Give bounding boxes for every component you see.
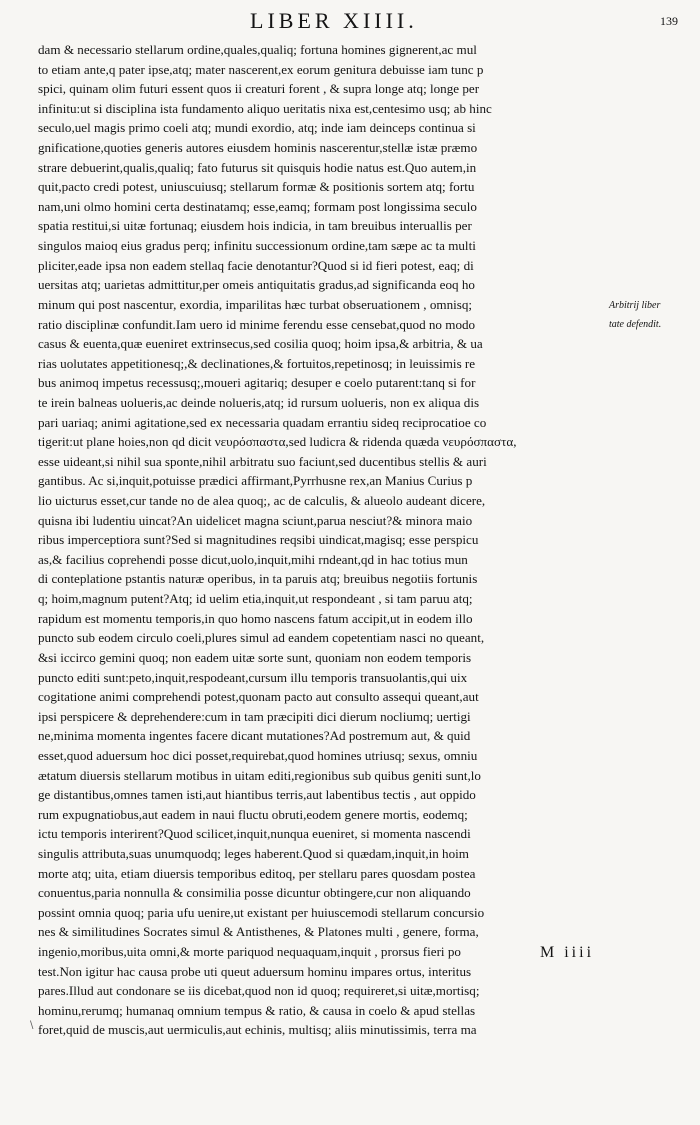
- text-line: ingenio,moribus,uita omni,& morte pariquod nequaquam,inquit , prorsus fieri po: [38, 944, 461, 960]
- text-line: singulis attributa,suas unumquodq; leges haberent.Quod si quædam,inquit,in hoim: [38, 845, 469, 861]
- text-line: ætatum diuersis stellarum motibus in uitam editi,regionibus sub quibus geniti sunt,lo: [38, 767, 481, 783]
- text-line: ne,minima momenta ingentes facere dicant mutationes?Ad postremum aut, & quid: [38, 728, 471, 744]
- text-line: pliciter,eade ipsa non eadem stellaq facie denotantur?Quod si id fieri potest, eaq; di: [38, 257, 474, 273]
- text-line: esse uideant,si nihil sua sponte,nihil arbitratu suo faciunt,sed ducentibus stellis & auri: [38, 453, 487, 469]
- text-line: &si iccirco gemini quoq; non eadem uitæ sorte sunt, quoniam non eodem temporis: [38, 649, 472, 665]
- text-line: quisna ibi ludentiu uincat?An uidelicet magna sciunt,parua nesciut?& minora maio: [38, 512, 473, 528]
- text-line: esset,quod aduersum hoc dici posset,requirebat,quod homines utriusq; sexus, omniu: [38, 747, 478, 763]
- text-line: ribus imperceptiora sunt?Sed si magnitudines reqsibi uindicat,magisq; esse perspicu: [38, 532, 479, 548]
- text-line: ge distantibus,omnes tamen isti,aut hiantibus terris,aut labentibus tectis , aut oppido: [38, 787, 476, 803]
- main-text-column: [38, 40, 618, 1040]
- text-line: puncto sub eodem circulo coeli,plures simul ad eandem copetentiam nasci no queant,: [38, 630, 485, 646]
- text-line: lio uicturus esset,cur tande no de alea quoq;, ac de calculis, & alueolo audeant dicere,: [38, 493, 486, 509]
- text-line: di conteplatione pstantis naturæ operibus, in ta paruis atq; breuibus negotiis fortunis: [38, 571, 478, 587]
- text-line: possint omnia quoq; paria ufu uenire,ut existant per huiuscemodi stellarum concursio: [38, 904, 485, 920]
- text-line: pari uariaq; animi agitatione,sed ex necessaria quadam errantiu sideq reciprocatioe co: [38, 414, 487, 430]
- text-line: gantibus. Ac si,inquit,potuisse prædici affirmant,Pyrrhusne rex,an Manius Curius p: [38, 473, 473, 489]
- text-line: spatia restitui,si uitæ fortunaq; eiusdem hois indicia, in tam breuibus interuallis per: [38, 218, 472, 234]
- text-line: casus & euenta,quæ eueniret extrinsecus,sed cosilia quoq; hoim ipsa,& arbitria, & ua: [38, 336, 483, 352]
- margin-note-line: tate defendit.: [609, 319, 662, 330]
- text-line: nes & similitudines Socrates simul & Antisthenes, & Platones multi , genere, forma,: [38, 924, 479, 940]
- text-line: quit,pacto credi potest, uniuscuiusq; stellarum formæ & positionis sortem atq; fortu: [38, 179, 475, 195]
- text-line: infinitu:ut si disciplina ista fundamento aliquo ueritatis nixa est,centesimo usq; ab hinc: [38, 100, 492, 116]
- text-line: ratio disciplinæ confundit.Iam uero id minime ferendu esse censebat,quod no modo: [38, 316, 476, 332]
- running-head: LIBER XIIII.: [250, 8, 418, 33]
- text-line: foret,quid de muscis,aut uermiculis,aut echinis, multisq; aliis minutissimis, terra ma: [38, 1022, 477, 1038]
- text-line: rapidum est momentu temporis,in quo homo nascens fatum accipit,ut in eodem illo: [38, 610, 473, 626]
- text-line: tigerit:ut plane hoies,non qd dicit νευρόσπαστα,sed ludicra & ridenda quæda νευρόσπαστα,: [38, 434, 517, 450]
- text-line: ictu temporis interirent?Quod scilicet,inquit,nunqua eueniret, si momenta nascendi: [38, 826, 471, 842]
- text-line: hominu,rerumq; humanaq omnium tempus & ratio, & causa in coelo & apud stellas: [38, 1002, 476, 1018]
- text-line: uersitas atq; uarietas admittitur,per omeis antiquitatis gradus,ad significanda eoq ho: [38, 277, 475, 293]
- folio-number: 139: [660, 14, 678, 28]
- margin-note-line: Arbitrij liber: [609, 300, 661, 311]
- text-line: seculo,uel magis primo coeli atq; mundi exordio, atq; inde iam deinceps continua si: [38, 120, 476, 136]
- text-line: puncto editi sunt:peto,inquit,respodeant,cursum illu temporis transuolantis,qui uix: [38, 669, 468, 685]
- text-line: cogitatione animi comprehendi potest,quonam pacto aut consulto assequi queant,aut: [38, 689, 479, 705]
- text-line: pares.Illud aut condonare se iis dicebat,quod non id quoq; requireret,si uitæ,mortisq;: [38, 983, 480, 999]
- text-line: spici, quinam olim futuri essent quos ii creaturi forent , & supra longe atq; longe per: [38, 81, 480, 97]
- text-line: morte atq; uita, etiam diuersis temporibus editoq, per stellaru pares quosdam postea: [38, 865, 476, 881]
- text-line: nam,uni olmo homini certa destinatamq; esse,eamq; formam post longissima seculo: [38, 198, 477, 214]
- text-line: test.Non igitur hac causa probe uti queut aduersum hominu impares ortus, interitus: [38, 963, 472, 979]
- text-line: gnificatione,quoties generis autores eiusdem hominis nascerentur,stellæ istæ præmo: [38, 140, 478, 156]
- stray-mark: \: [30, 1020, 34, 1031]
- text-line: te irein balneas uolueris,ac deinde nolueris,atq; id rursum uolueris, non ex aliqua dis: [38, 394, 480, 410]
- text-line: ipsi perspicere & deprehendere:cum in tam præcipiti dici dierum nocliumq; uertigi: [38, 708, 471, 724]
- text-line: singulos maioq eius gradus perq; infinitu successionum ordine,tam sæpe ac ta multi: [38, 238, 476, 254]
- text-line: rum expugnatiobus,aut eadem in naui fluctu obruti,eodem genere mortis, eodemq;: [38, 806, 468, 822]
- margin-note: [609, 296, 699, 334]
- text-line: rias uolutates appetitionesq;,& declinationes,& fortuitos,repetinosq; in leuissimis re: [38, 355, 476, 371]
- text-line: minum qui post nascentur, exordia, imparilitas hæc turbat obseruationem , omnisq;: [38, 296, 473, 312]
- text-line: conuentus,paria nonnulla & consimilia posse dicuntur obtingere,cur non aliquando: [38, 885, 471, 901]
- signature-mark: M iiii: [540, 944, 595, 961]
- text-line: as,& facilius coprehendi posse dicut,uolo,inquit,mihi rndeant,qd in hac totius mun: [38, 551, 468, 567]
- text-line: to etiam ante,q pater ipse,atq; mater nascerent,ex eorum genitura debuisse iam tunc p: [38, 61, 484, 77]
- text-line: q; hoim,magnum putent?Atq; id uelim etia,inquit,ut respondeant , si tam paruu atq;: [38, 591, 473, 607]
- text-line: strare debuerint,qualis,qualiq; fato futurus sit quisquis hodie natus est.Quo autem,in: [38, 159, 477, 175]
- text-line: bus animoq impetus recessusq;,moueri agitariq; desuper e coelo putarent:tanq si for: [38, 375, 476, 391]
- text-line: dam & necessario stellarum ordine,quales,qualiq; fortuna homines gignerent,ac mul: [38, 42, 477, 57]
